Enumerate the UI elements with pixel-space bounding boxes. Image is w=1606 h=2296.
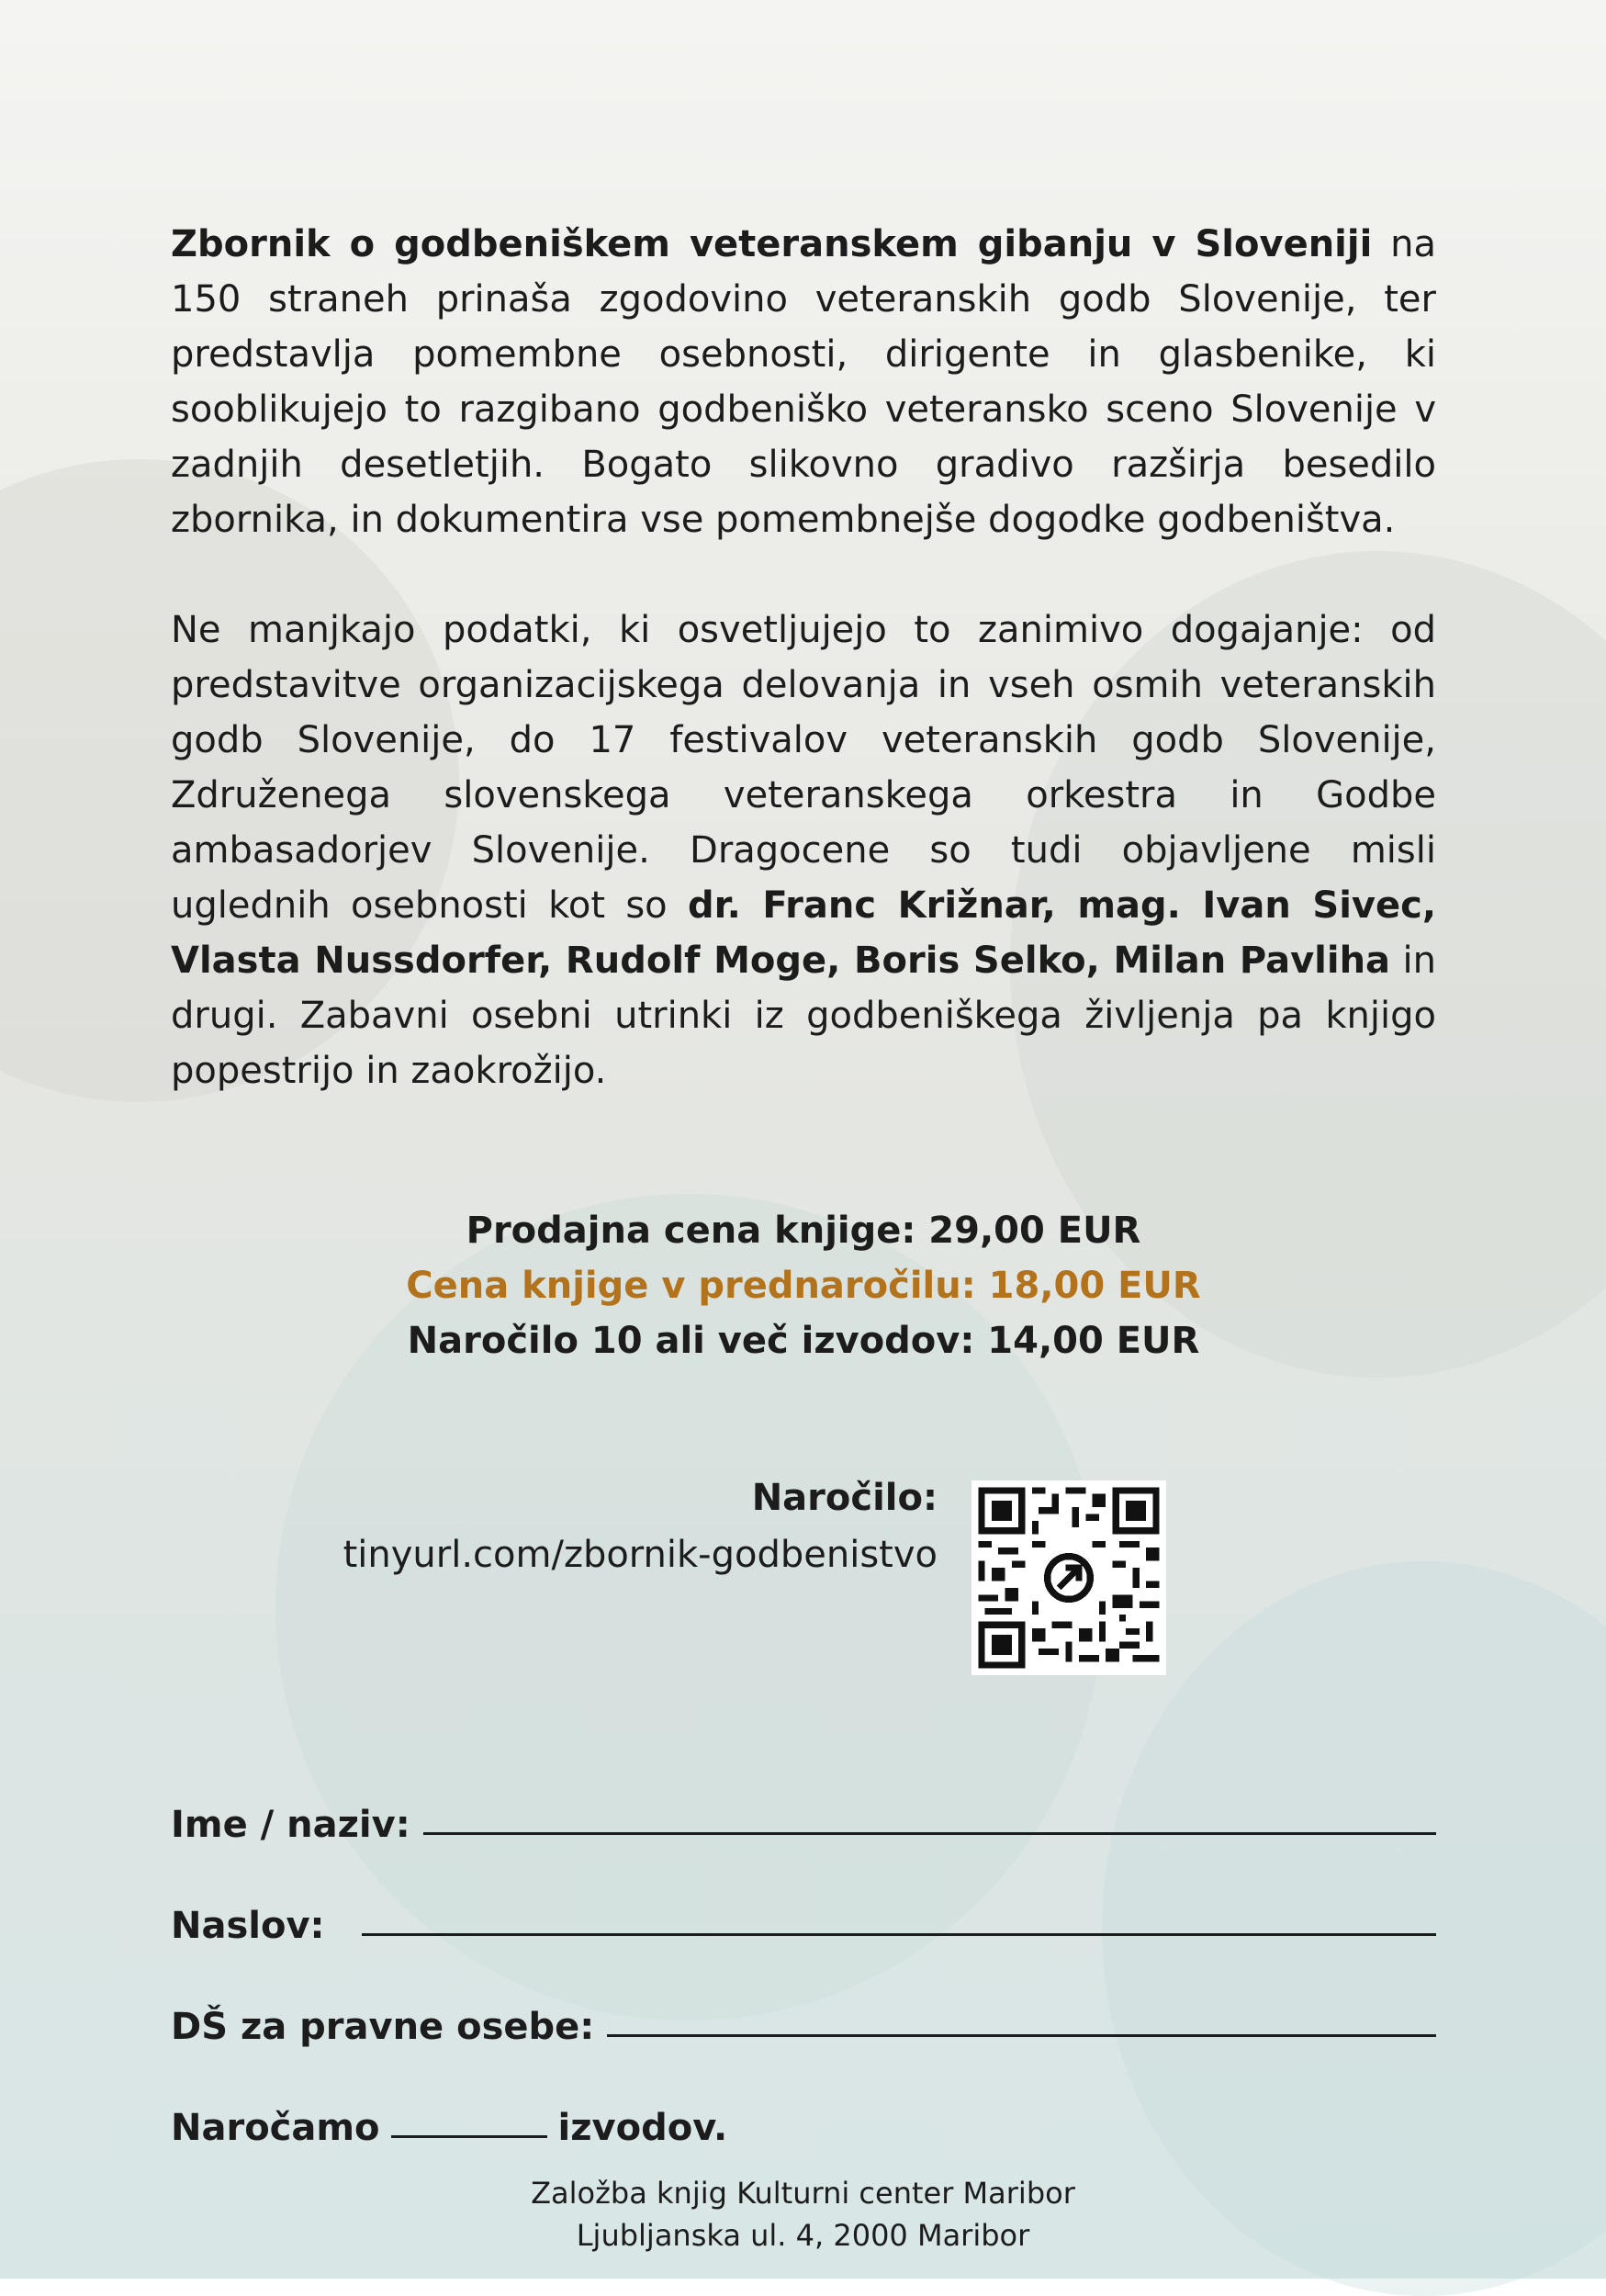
order-form — [171, 1745, 1436, 2149]
preorder-price: Cena knjige v prednaročilu: 18,00 EUR — [406, 1265, 1201, 1307]
name-label: Ime / naziv: — [171, 1804, 410, 1846]
name-row — [171, 1745, 1436, 1846]
address-row — [171, 1846, 1436, 1947]
address-label: Naslov: — [171, 1905, 325, 1947]
bulk-price: Naročilo 10 ali več izvodov: 14,00 EUR — [407, 1320, 1200, 1362]
quantity-suffix: izvodov. — [557, 2107, 728, 2149]
order-label: Naročilo: — [751, 1477, 938, 1519]
tax-row — [171, 1947, 1436, 2048]
details-text-end: in drugi. Zabavni osebni utrinki iz godbeniškega življenja pa knjigo popestrijo in zaokrožijo. — [171, 940, 1436, 1092]
quantity-prefix: Naročamo — [171, 2107, 380, 2149]
text-content — [171, 217, 1436, 1098]
regular-price: Prodajna cena knjige: 29,00 EUR — [466, 1210, 1141, 1252]
publisher-footer — [0, 2172, 1606, 2257]
order-link[interactable]: tinyurl.com/zbornik-godbenistvo — [343, 1534, 938, 1576]
price-list — [171, 1203, 1436, 1368]
quantity-field[interactable] — [391, 2099, 547, 2138]
intro-paragraph — [171, 217, 1436, 547]
details-paragraph — [171, 602, 1436, 1098]
tax-label: DŠ za pravne osebe: — [171, 2006, 595, 2048]
tax-field[interactable] — [607, 1998, 1436, 2037]
quantity-row — [171, 2048, 1436, 2149]
publisher-address: Ljubljanska ul. 4, 2000 Maribor — [576, 2218, 1030, 2253]
qr-code-icon[interactable] — [971, 1480, 1166, 1675]
address-field[interactable] — [362, 1896, 1436, 1936]
publisher-name: Založba knjig Kulturni center Maribor — [531, 2176, 1075, 2211]
name-field[interactable] — [423, 1795, 1436, 1835]
contributors-names: dr. Franc Križnar, mag. Ivan Sivec, Vlasta Nussdorfer, Rudolf Moge, Boris Selko, Milan Pavliha — [171, 884, 1437, 982]
book-title: Zbornik o godbeniškem veteranskem gibanju v Sloveniji — [171, 223, 1373, 265]
intro-text: na 150 straneh prinaša zgodovino veteranskih godb Slovenije, ter predstavlja pomembne osebnosti, dirigente in glasbenike, ki sooblikujejo to razgibano godbeniško veteransko sceno Slovenije v zadnjih desetletjih. Bogato slikovno gradivo razširja besedilo zbornika, in dokumentira vse pomembnejše dogodke godbeništva. — [171, 223, 1437, 541]
details-text-start: Ne manjkajo podatki, ki osvetljujejo to zanimivo dogajanje: od predstavitve organizacijskega delovanja in vseh osmih veteranskih godb Slovenije, do 17 festivalov veteranskih godb Slovenije, Združenega slovenskega veteranskega orkestra in Godbe ambasadorjev Slovenije. Dragocene so tudi objavljene misli uglednih osebnosti kot so — [171, 609, 1436, 927]
order-info — [343, 1469, 938, 1583]
